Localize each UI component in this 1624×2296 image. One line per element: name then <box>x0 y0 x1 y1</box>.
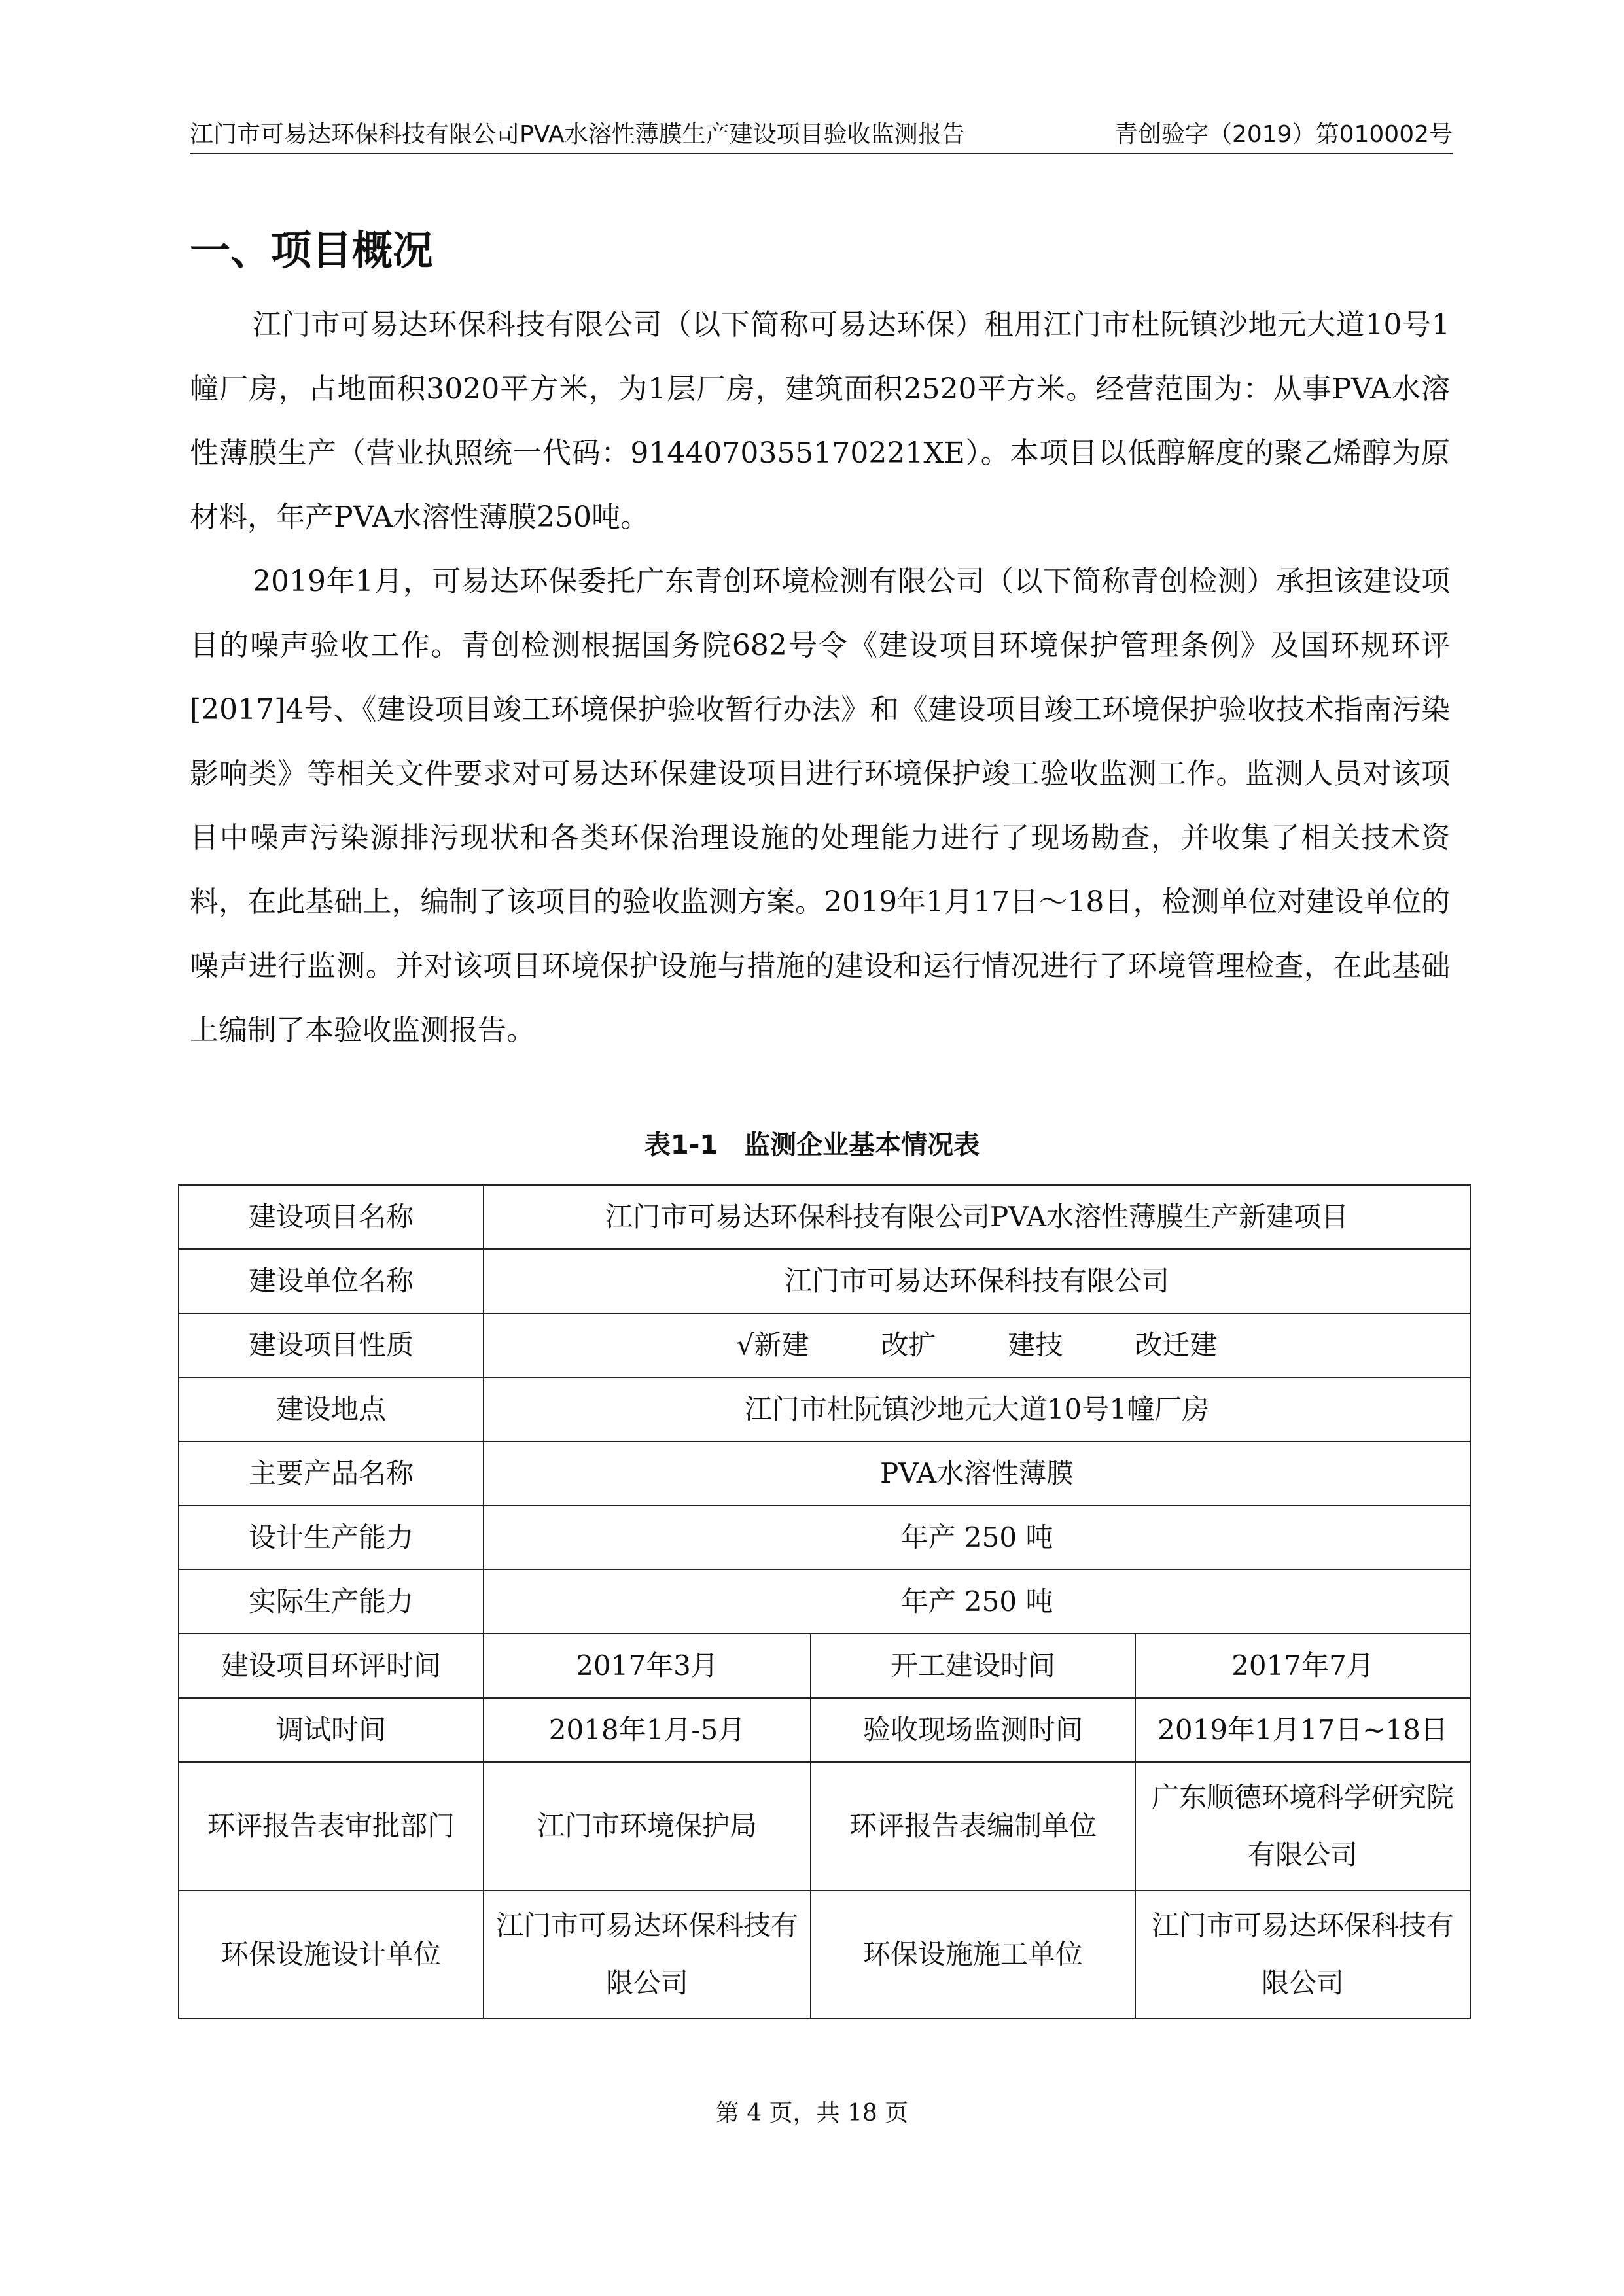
project-name-value: 江门市可易达环保科技有限公司PVA水溶性薄膜生产新建项目 <box>484 1185 1470 1249</box>
table-caption: 表1-1 监测企业基本情况表 <box>644 1130 980 1160</box>
approval-dept-label: 环评报告表审批部门 <box>179 1762 484 1890</box>
nature-options <box>484 1313 1470 1377</box>
nature-option-new: √新建 <box>736 1329 809 1361</box>
table-row <box>179 1698 1470 1762</box>
actual-capacity-value: 年产 250 吨 <box>484 1570 1470 1634</box>
facility-design-value: 江门市可易达环保科技有限公司 <box>484 1890 811 2019</box>
eia-time-label: 建设项目环评时间 <box>179 1634 484 1698</box>
monitor-time-label: 验收现场监测时间 <box>811 1698 1135 1762</box>
unit-name-value: 江门市可易达环保科技有限公司 <box>484 1249 1470 1313</box>
location-label: 建设地点 <box>179 1377 484 1441</box>
table-row <box>179 1313 1470 1377</box>
actual-capacity-label: 实际生产能力 <box>179 1570 484 1634</box>
location-value: 江门市杜阮镇沙地元大道10号1幢厂房 <box>484 1377 1470 1441</box>
section-title: 一、项目概况 <box>190 226 434 274</box>
page-footer: 第 4 页，共 18 页 <box>715 2100 909 2127</box>
table-row <box>179 1890 1470 2019</box>
table-row <box>179 1441 1470 1506</box>
eia-compiler-label: 环评报告表编制单位 <box>811 1762 1135 1890</box>
unit-name-label: 建设单位名称 <box>179 1249 484 1313</box>
header-report-number: 青创验字（2019）第010002号 <box>1114 121 1453 148</box>
eia-compiler-value: 广东顺德环境科学研究院有限公司 <box>1135 1762 1470 1890</box>
project-name-label: 建设项目名称 <box>179 1185 484 1249</box>
table-row <box>179 1185 1470 1249</box>
facility-design-label: 环保设施设计单位 <box>179 1890 484 2019</box>
nature-option-expand: 改扩 <box>881 1329 936 1361</box>
table-row <box>179 1506 1470 1570</box>
design-capacity-value: 年产 250 吨 <box>484 1506 1470 1570</box>
overview-paragraph-1: 江门市可易达环保科技有限公司（以下简称可易达环保）租用江门市杜阮镇沙地元大道10号1幢厂房，占地面积3020平方米，为1层厂房，建筑面积2520平方米。经营范围为：从事PVA水溶性薄膜生产（营业执照统一代码：9144070355170221XE）。本项目以低醇解度的聚乙烯醇为原材料，年产PVA水溶性薄膜250吨。 <box>190 308 1450 534</box>
nature-option-tech: 建技 <box>1008 1329 1063 1361</box>
nature-option-relocate: 改迁建 <box>1135 1329 1218 1361</box>
design-capacity-label: 设计生产能力 <box>179 1506 484 1570</box>
table-row <box>179 1249 1470 1313</box>
table-row <box>179 1377 1470 1441</box>
debug-time-label: 调试时间 <box>179 1698 484 1762</box>
eia-time-value: 2017年3月 <box>484 1634 811 1698</box>
table-row <box>179 1570 1470 1634</box>
table-row <box>179 1634 1470 1698</box>
enterprise-info-table <box>178 1184 1471 2019</box>
product-label: 主要产品名称 <box>179 1441 484 1506</box>
start-time-value: 2017年7月 <box>1135 1634 1470 1698</box>
nature-label: 建设项目性质 <box>179 1313 484 1377</box>
facility-build-label: 环保设施施工单位 <box>811 1890 1135 2019</box>
page-header <box>190 116 1453 154</box>
start-time-label: 开工建设时间 <box>811 1634 1135 1698</box>
header-report-title: 江门市可易达环保科技有限公司PVA水溶性薄膜生产建设项目验收监测报告 <box>190 121 965 148</box>
approval-dept-value: 江门市环境保护局 <box>484 1762 811 1890</box>
debug-time-value: 2018年1月-5月 <box>484 1698 811 1762</box>
table-row <box>179 1762 1470 1890</box>
facility-build-value: 江门市可易达环保科技有限公司 <box>1135 1890 1470 2019</box>
product-value: PVA水溶性薄膜 <box>484 1441 1470 1506</box>
monitor-time-value: 2019年1月17日~18日 <box>1135 1698 1470 1762</box>
overview-paragraph-2: 2019年1月，可易达环保委托广东青创环境检测有限公司（以下简称青创检测）承担该建设项目的噪声验收工作。青创检测根据国务院682号令《建设项目环境保护管理条例》及国环规环评[2017]4号、《建设项目竣工环境保护验收暂行办法》和《建设项目竣工环境保护验收技术指南污染影响类》等相关文件要求对可易达环保建设项目进行环境保护竣工验收监测工作。监测人员对该项目中噪声污染源排污现状和各类环保治理设施的处理能力进行了现场勘查，并收集了相关技术资料，在此基础上，编制了该项目的验收监测方案。2019年1月17日～18日，检测单位对建设单位的噪声进行监测。并对该项目环境保护设施与措施的建设和运行情况进行了环境管理检查，在此基础上编制了本验收监测报告。 <box>190 565 1450 1047</box>
